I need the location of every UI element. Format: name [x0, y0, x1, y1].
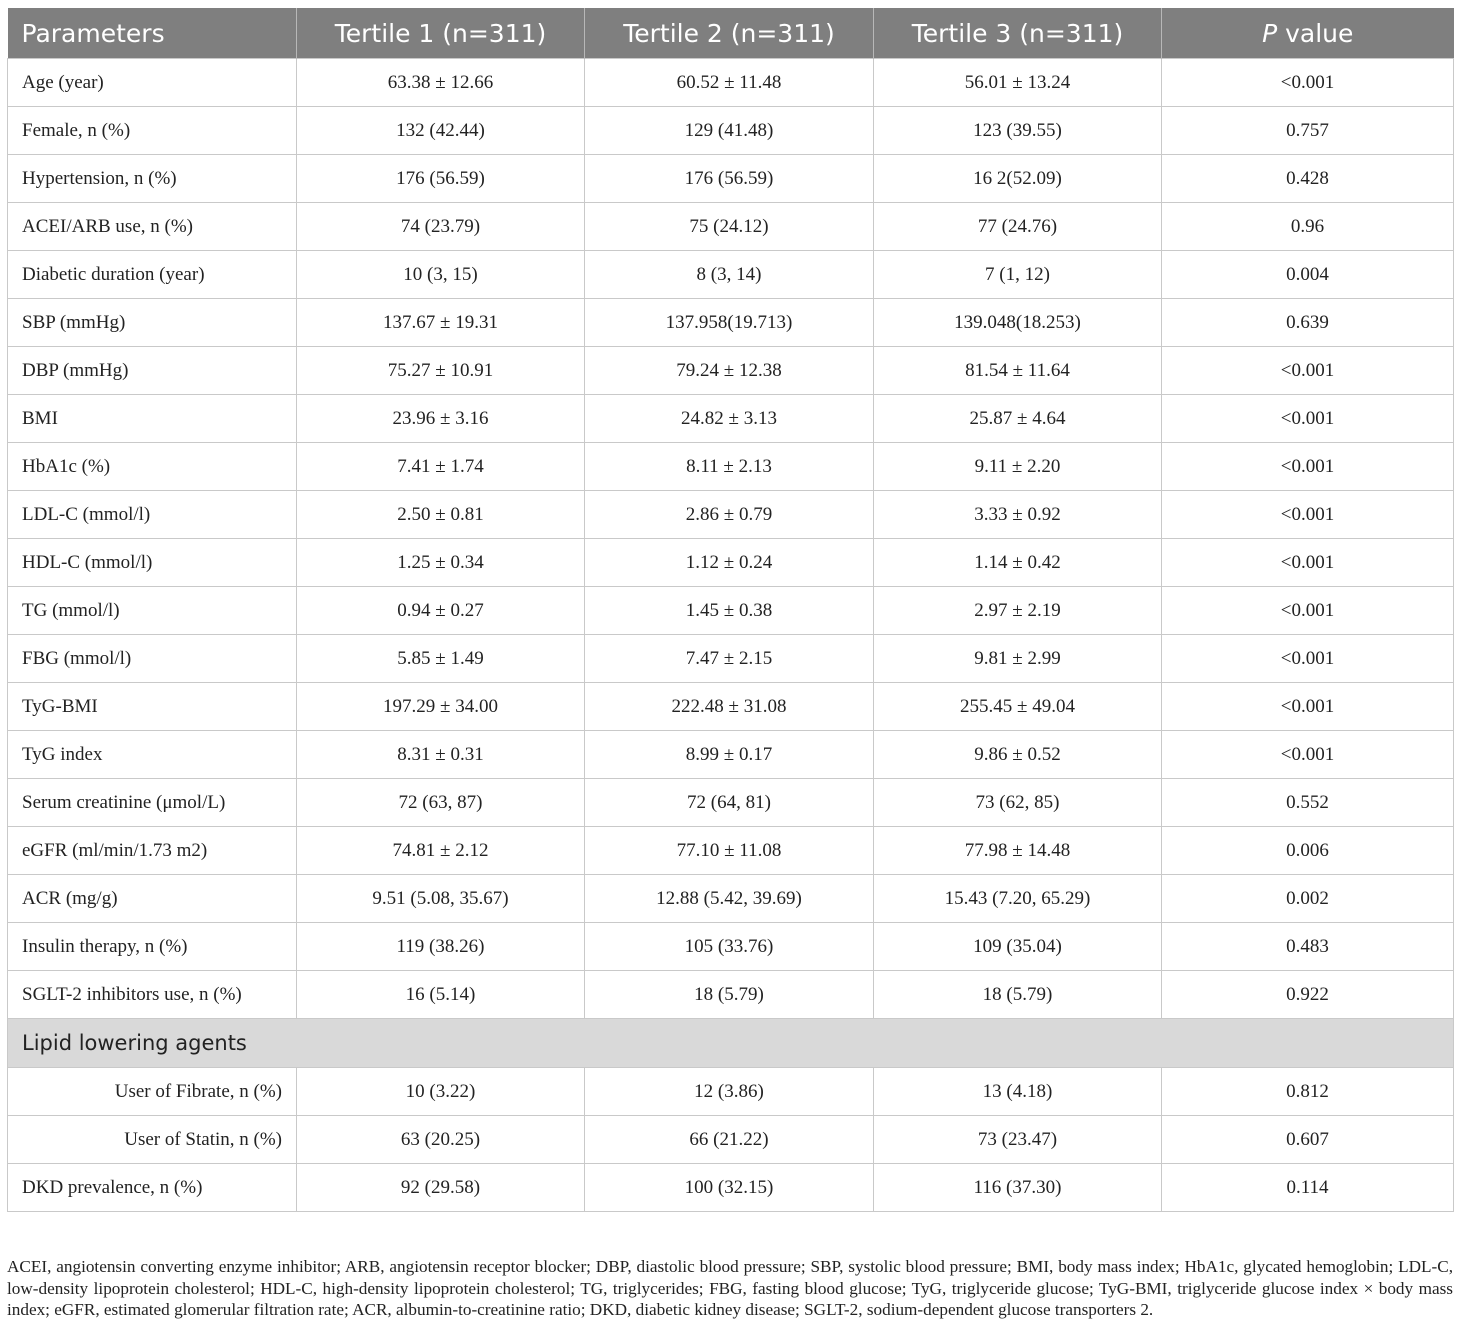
cell-parameter: Insulin therapy, n (%) [8, 923, 297, 971]
header-tertile-2: Tertile 2 (n=311) [585, 8, 874, 59]
cell-tertile-2: 100 (32.15) [585, 1164, 874, 1212]
table-row [8, 203, 1454, 251]
cell-tertile-3: 9.81 ± 2.99 [874, 635, 1162, 683]
cell-p-value: <0.001 [1162, 491, 1454, 539]
cell-tertile-2: 12.88 (5.42, 39.69) [585, 875, 874, 923]
table-row [8, 827, 1454, 875]
header-p-italic: P [1262, 18, 1278, 48]
cell-p-value: <0.001 [1162, 59, 1454, 107]
cell-p-value: 0.428 [1162, 155, 1454, 203]
cell-tertile-3: 9.11 ± 2.20 [874, 443, 1162, 491]
baseline-characteristics-table [7, 8, 1454, 1212]
cell-tertile-1: 8.31 ± 0.31 [297, 731, 585, 779]
cell-tertile-2: 8 (3, 14) [585, 251, 874, 299]
cell-p-value: 0.002 [1162, 875, 1454, 923]
cell-parameter: TyG-BMI [8, 683, 297, 731]
cell-tertile-2: 66 (21.22) [585, 1116, 874, 1164]
table-row [8, 1116, 1454, 1164]
cell-tertile-2: 176 (56.59) [585, 155, 874, 203]
cell-tertile-2: 2.86 ± 0.79 [585, 491, 874, 539]
cell-p-value: 0.757 [1162, 107, 1454, 155]
cell-tertile-3: 77 (24.76) [874, 203, 1162, 251]
cell-tertile-1: 137.67 ± 19.31 [297, 299, 585, 347]
table-footnote: ACEI, angiotensin converting enzyme inhibitor; ARB, angiotensin receptor blocker; DBP, diastolic blood pressure; SBP, systolic blood pressure; BMI, body mass index; HbA1c, glycated hemoglobin; LDL-C, low-density lipoprotein cholesterol; HDL-C, high-density lipoprotein cholesterol; TG, triglycerides; FBG, fasting blood glucose; TyG, triglyceride glucose; TyG-BMI, triglyceride glucose index × body mass index; eGFR, estimated glomerular filtration rate; ACR, albumin-to-creatinine ratio; DKD, diabetic kidney disease; SGLT-2, sodium-dependent glucose transporters 2. [7, 1257, 1453, 1319]
cell-tertile-2: 75 (24.12) [585, 203, 874, 251]
header-row [8, 8, 1454, 59]
cell-tertile-1: 63 (20.25) [297, 1116, 585, 1164]
cell-parameter: DBP (mmHg) [8, 347, 297, 395]
cell-tertile-3: 73 (62, 85) [874, 779, 1162, 827]
cell-tertile-1: 119 (38.26) [297, 923, 585, 971]
header-parameters: Parameters [8, 8, 297, 59]
table-row [8, 251, 1454, 299]
cell-tertile-1: 16 (5.14) [297, 971, 585, 1019]
cell-parameter: TyG index [8, 731, 297, 779]
cell-tertile-3: 16 2(52.09) [874, 155, 1162, 203]
cell-tertile-2: 79.24 ± 12.38 [585, 347, 874, 395]
cell-parameter: Age (year) [8, 59, 297, 107]
cell-tertile-2: 8.11 ± 2.13 [585, 443, 874, 491]
table-row [8, 443, 1454, 491]
cell-tertile-3: 73 (23.47) [874, 1116, 1162, 1164]
cell-tertile-2: 1.12 ± 0.24 [585, 539, 874, 587]
section-label: Lipid lowering agents [8, 1019, 1454, 1068]
cell-parameter: SBP (mmHg) [8, 299, 297, 347]
cell-tertile-1: 10 (3, 15) [297, 251, 585, 299]
table-row [8, 59, 1454, 107]
table-container [7, 8, 1453, 1212]
cell-tertile-3: 77.98 ± 14.48 [874, 827, 1162, 875]
cell-parameter: Female, n (%) [8, 107, 297, 155]
cell-p-value: <0.001 [1162, 587, 1454, 635]
cell-parameter: DKD prevalence, n (%) [8, 1164, 297, 1212]
cell-p-value: <0.001 [1162, 731, 1454, 779]
cell-tertile-3: 109 (35.04) [874, 923, 1162, 971]
cell-tertile-2: 8.99 ± 0.17 [585, 731, 874, 779]
cell-p-value: <0.001 [1162, 347, 1454, 395]
cell-parameter: Hypertension, n (%) [8, 155, 297, 203]
table-row [8, 155, 1454, 203]
cell-p-value: 0.114 [1162, 1164, 1454, 1212]
cell-tertile-3: 3.33 ± 0.92 [874, 491, 1162, 539]
cell-p-value: <0.001 [1162, 539, 1454, 587]
table-row [8, 971, 1454, 1019]
table-row [8, 491, 1454, 539]
table-header [8, 8, 1454, 59]
table-row [8, 923, 1454, 971]
cell-p-value: 0.639 [1162, 299, 1454, 347]
cell-tertile-1: 176 (56.59) [297, 155, 585, 203]
cell-tertile-1: 74.81 ± 2.12 [297, 827, 585, 875]
cell-tertile-1: 5.85 ± 1.49 [297, 635, 585, 683]
cell-tertile-2: 7.47 ± 2.15 [585, 635, 874, 683]
cell-tertile-2: 137.958(19.713) [585, 299, 874, 347]
cell-parameter: ACR (mg/g) [8, 875, 297, 923]
table-row [8, 635, 1454, 683]
cell-tertile-2: 77.10 ± 11.08 [585, 827, 874, 875]
cell-parameter: BMI [8, 395, 297, 443]
cell-p-value: <0.001 [1162, 443, 1454, 491]
table-row [8, 347, 1454, 395]
cell-parameter: FBG (mmol/l) [8, 635, 297, 683]
cell-p-value: 0.922 [1162, 971, 1454, 1019]
cell-tertile-3: 81.54 ± 11.64 [874, 347, 1162, 395]
cell-tertile-2: 105 (33.76) [585, 923, 874, 971]
section-row [8, 1019, 1454, 1068]
header-p-value [1162, 8, 1454, 59]
cell-p-value: 0.004 [1162, 251, 1454, 299]
cell-p-value: 0.552 [1162, 779, 1454, 827]
cell-tertile-2: 60.52 ± 11.48 [585, 59, 874, 107]
cell-tertile-3: 9.86 ± 0.52 [874, 731, 1162, 779]
cell-parameter: User of Fibrate, n (%) [8, 1068, 297, 1116]
table-row [8, 683, 1454, 731]
cell-tertile-2: 1.45 ± 0.38 [585, 587, 874, 635]
cell-tertile-2: 24.82 ± 3.13 [585, 395, 874, 443]
cell-tertile-3: 123 (39.55) [874, 107, 1162, 155]
cell-tertile-1: 197.29 ± 34.00 [297, 683, 585, 731]
table-body [8, 59, 1454, 1212]
cell-parameter: HDL-C (mmol/l) [8, 539, 297, 587]
cell-tertile-2: 12 (3.86) [585, 1068, 874, 1116]
table-row [8, 299, 1454, 347]
cell-tertile-1: 1.25 ± 0.34 [297, 539, 585, 587]
cell-parameter: Serum creatinine (μmol/L) [8, 779, 297, 827]
table-row [8, 107, 1454, 155]
table-row [8, 875, 1454, 923]
cell-tertile-3: 15.43 (7.20, 65.29) [874, 875, 1162, 923]
cell-p-value: 0.006 [1162, 827, 1454, 875]
cell-parameter: Diabetic duration (year) [8, 251, 297, 299]
cell-tertile-3: 18 (5.79) [874, 971, 1162, 1019]
cell-tertile-1: 92 (29.58) [297, 1164, 585, 1212]
cell-tertile-3: 116 (37.30) [874, 1164, 1162, 1212]
cell-tertile-3: 255.45 ± 49.04 [874, 683, 1162, 731]
cell-tertile-1: 74 (23.79) [297, 203, 585, 251]
cell-tertile-1: 75.27 ± 10.91 [297, 347, 585, 395]
cell-parameter: LDL-C (mmol/l) [8, 491, 297, 539]
cell-parameter: HbA1c (%) [8, 443, 297, 491]
cell-p-value: <0.001 [1162, 395, 1454, 443]
table-row [8, 539, 1454, 587]
cell-tertile-2: 222.48 ± 31.08 [585, 683, 874, 731]
cell-tertile-2: 18 (5.79) [585, 971, 874, 1019]
table-row [8, 1164, 1454, 1212]
cell-tertile-3: 56.01 ± 13.24 [874, 59, 1162, 107]
cell-parameter: SGLT-2 inhibitors use, n (%) [8, 971, 297, 1019]
cell-tertile-1: 10 (3.22) [297, 1068, 585, 1116]
cell-parameter: User of Statin, n (%) [8, 1116, 297, 1164]
cell-p-value: <0.001 [1162, 683, 1454, 731]
header-p-rest: value [1277, 18, 1354, 48]
cell-tertile-1: 63.38 ± 12.66 [297, 59, 585, 107]
cell-parameter: ACEI/ARB use, n (%) [8, 203, 297, 251]
cell-tertile-3: 7 (1, 12) [874, 251, 1162, 299]
cell-tertile-2: 72 (64, 81) [585, 779, 874, 827]
cell-tertile-1: 0.94 ± 0.27 [297, 587, 585, 635]
table-row [8, 779, 1454, 827]
cell-tertile-1: 2.50 ± 0.81 [297, 491, 585, 539]
header-tertile-1: Tertile 1 (n=311) [297, 8, 585, 59]
cell-tertile-3: 25.87 ± 4.64 [874, 395, 1162, 443]
cell-p-value: 0.812 [1162, 1068, 1454, 1116]
cell-p-value: 0.96 [1162, 203, 1454, 251]
cell-tertile-1: 9.51 (5.08, 35.67) [297, 875, 585, 923]
table-row [8, 587, 1454, 635]
cell-tertile-3: 1.14 ± 0.42 [874, 539, 1162, 587]
cell-p-value: 0.483 [1162, 923, 1454, 971]
cell-parameter: TG (mmol/l) [8, 587, 297, 635]
cell-tertile-3: 13 (4.18) [874, 1068, 1162, 1116]
cell-tertile-3: 139.048(18.253) [874, 299, 1162, 347]
cell-tertile-1: 7.41 ± 1.74 [297, 443, 585, 491]
cell-p-value: <0.001 [1162, 635, 1454, 683]
table-row [8, 731, 1454, 779]
cell-tertile-1: 132 (42.44) [297, 107, 585, 155]
header-tertile-3: Tertile 3 (n=311) [874, 8, 1162, 59]
cell-parameter: eGFR (ml/min/1.73 m2) [8, 827, 297, 875]
table-row [8, 395, 1454, 443]
cell-p-value: 0.607 [1162, 1116, 1454, 1164]
cell-tertile-2: 129 (41.48) [585, 107, 874, 155]
cell-tertile-1: 72 (63, 87) [297, 779, 585, 827]
cell-tertile-3: 2.97 ± 2.19 [874, 587, 1162, 635]
cell-tertile-1: 23.96 ± 3.16 [297, 395, 585, 443]
table-row [8, 1068, 1454, 1116]
